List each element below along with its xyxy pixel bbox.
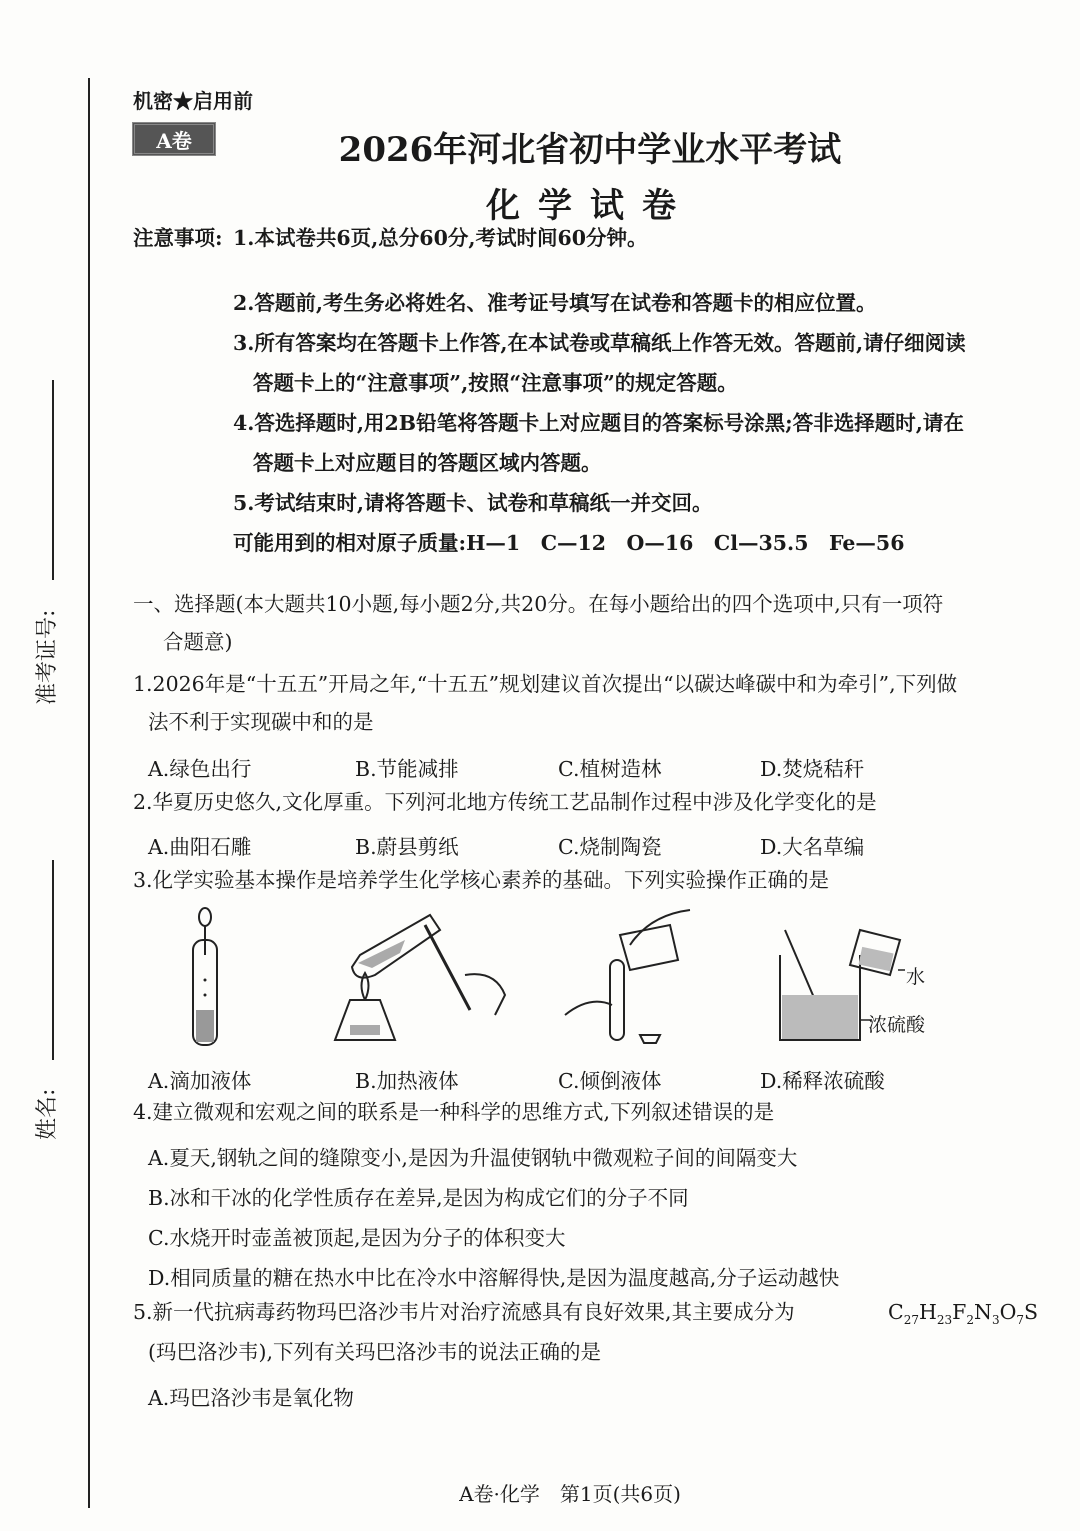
q2-option-c: C.烧制陶瓷: [558, 835, 662, 859]
q1-option-c: C.植树造林: [558, 757, 662, 781]
figure-label-acid: 浓硫酸: [868, 1014, 926, 1036]
notes-item-3: 3.所有答案均在答题卡上作答,在本试卷或草稿纸上作答无效。答题前,请仔细阅读: [233, 331, 966, 355]
exam-id-fill-line: [52, 380, 54, 580]
figure-label-water: 水: [906, 966, 926, 988]
figure-heating-liquid-icon: [320, 905, 520, 1050]
notes-item-5: 5.考试结束时,请将答题卡、试卷和草稿纸一并交回。: [233, 491, 713, 515]
q4-option-b: B.冰和干冰的化学性质存在差异,是因为构成它们的分子不同: [148, 1186, 689, 1210]
q3-stem: 3.化学实验基本操作是培养学生化学核心素养的基础。下列实验操作正确的是: [133, 868, 830, 892]
q3-option-b: B.加热液体: [355, 1069, 459, 1093]
exam-title: 2026年河北省初中学业水平考试: [338, 130, 842, 170]
q5-stem: 5.新一代抗病毒药物玛巴洛沙韦片对治疗流感具有良好效果,其主要成分为: [133, 1300, 795, 1324]
q2-option-a: A.曲阳石雕: [148, 835, 252, 859]
q1-stem: 1.2026年是“十五五”开局之年,“十五五”规划建议首次提出“以碳达峰碳中和为牵引”,下列做: [133, 672, 958, 696]
q3-option-c: C.倾倒液体: [558, 1069, 662, 1093]
notes-item-1: 1.本试卷共6页,总分60分,考试时间60分钟。: [233, 226, 648, 250]
q4-option-d: D.相同质量的糖在热水中比在冷水中溶解得快,是因为温度越高,分子运动越快: [148, 1266, 840, 1290]
section1-heading-cont: 合题意): [163, 630, 233, 654]
exam-id-label: 准考证号:: [35, 609, 60, 705]
q2-option-d: D.大名草编: [760, 835, 865, 859]
q4-stem: 4.建立微观和宏观之间的联系是一种科学的思维方式,下列叙述错误的是: [133, 1100, 775, 1124]
binding-margin-line: [88, 78, 90, 1508]
q1-stem-cont: 法不利于实现碳中和的是: [148, 710, 374, 734]
q1-option-a: A.绿色出行: [148, 757, 252, 781]
section1-heading: 一、选择题(本大题共10小题,每小题2分,共20分。在每小题给出的四个选项中,只有一项符: [133, 592, 944, 616]
name-label: 姓名:: [35, 1088, 60, 1140]
q3-option-d: D.稀释浓硫酸: [760, 1069, 885, 1093]
paper-version-badge: A卷: [132, 122, 216, 156]
q4-option-c: C.水烧开时壶盖被顶起,是因为分子的体积变大: [148, 1226, 566, 1250]
name-fill-line: [52, 860, 54, 1060]
q4-option-a: A.夏天,钢轨之间的缝隙变小,是因为升温使钢轨中微观粒子间的间隔变大: [148, 1146, 798, 1170]
exam-subtitle: 化学试卷: [486, 186, 694, 226]
q5-formula: $C_{27}H_{23}F_2N_3O_7S$: [888, 1300, 1039, 1328]
confidential-mark: 机密★启用前: [133, 89, 253, 113]
q3-option-a: A.滴加液体: [148, 1069, 252, 1093]
notes-item-2: 2.答题前,考生务必将姓名、准考证号填写在试卷和答题卡的相应位置。: [233, 291, 877, 315]
q2-option-b: B.蔚县剪纸: [355, 835, 459, 859]
q1-option-b: B.节能减排: [355, 757, 459, 781]
figure-dropper-icon: [180, 905, 230, 1050]
figure-pouring-liquid-icon: [560, 905, 700, 1050]
atomic-mass-note: 可能用到的相对原子质量:H—1 C—12 O—16 Cl—35.5 Fe—56: [233, 531, 905, 555]
notes-item-3-cont: 答题卡上的“注意事项”,按照“注意事项”的规定答题。: [253, 371, 738, 395]
notes-item-4: 4.答选择题时,用2B铅笔将答题卡上对应题目的答案标号涂黑;答非选择题时,请在: [233, 411, 964, 435]
q2-stem: 2.华夏历史悠久,文化厚重。下列河北地方传统工艺品制作过程中涉及化学变化的是: [133, 790, 877, 814]
page-footer: A卷·化学 第1页(共6页): [459, 1482, 681, 1506]
q5-stem-cont: (玛巴洛沙韦),下列有关玛巴洛沙韦的说法正确的是: [148, 1340, 602, 1364]
q1-option-d: D.焚烧秸秆: [760, 757, 865, 781]
notes-item-4-cont: 答题卡上对应题目的答题区域内答题。: [253, 451, 602, 475]
notes-label: 注意事项:: [133, 226, 223, 250]
q5-option-a: A.玛巴洛沙韦是氧化物: [148, 1386, 354, 1410]
